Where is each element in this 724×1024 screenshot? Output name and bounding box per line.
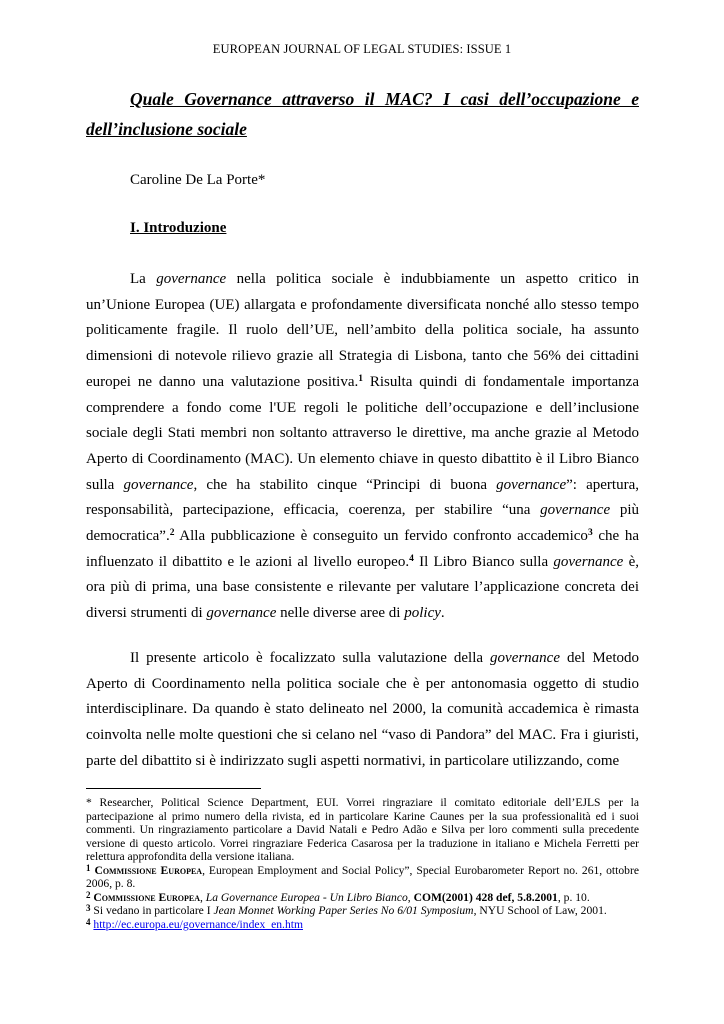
footnote-author: Commissione Europea [93,890,200,904]
footnote-reference: COM(2001) 428 def, 5.8.2001 [413,890,558,904]
text-run: , che ha stabilito cinque “Principi di buona [193,476,497,493]
footnote-text: Si vedano in particolare I [90,904,214,917]
footnote-separator [86,788,261,789]
text-run: del Metodo Aperto di Coordinamento nella politica sociale che è per antonomasia oggetto di studio interdisciplinare. Da quando è stato delineato nel 2000, la comunità accademica è rimasta coinvolta nelle molte questioni che si celano nel “vaso di Pandora” del MAC. Fra i giuristi, parte del dibattito si è indirizzato sugli aspetti normativi, in particolare utilizzando, come [86,650,639,769]
text-run: nelle diverse aree di [276,605,405,622]
running-header: EUROPEAN JOURNAL OF LEGAL STUDIES: ISSUE 1 [212,42,512,56]
author-line [130,172,265,189]
section-heading: I. Introduzione [130,220,227,236]
text-run-italic: governance [553,553,624,570]
text-run-italic: governance [206,605,277,622]
footnote-title: La Governance Europea - Un Libro Bianco [205,890,408,904]
footnote-star [86,796,639,864]
body-paragraph-1 [86,267,639,627]
text-run-italic: governance [123,476,194,493]
footnote-link[interactable]: http://ec.europa.eu/governance/index_en.htm [93,917,303,931]
author-footnote-mark: * [257,172,266,188]
footnote-1 [86,864,639,891]
footnote-mark: 2 [86,889,91,900]
text-run-italic: governance [496,476,567,493]
text-run-italic: governance [490,650,560,666]
footnote-mark: 3 [86,903,91,913]
text-run: nella politica sociale è indubbiamente un aspetto critico in un’Unione Europea (UE) allargata e profondamente diversificata nonché allo stesso tempo politicamente fragile. Il ruolo dell’UE, nell’ambito della politica sociale, ha assunto dimensioni di notevole rilievo grazie all Strategia di Lisbona, tanto che 56% dei cittadini europei ne danno una valutazione positiva. [86,271,639,390]
footnote-text: , European Employment and Social Policy”, Special Eurobarometer Report no. 261, ottobre 2006, p. 8. [86,863,639,890]
text-run: . [440,605,445,622]
text-run: più democratica”. [86,502,640,545]
text-run: Il presente articolo è focalizzato sulla valutazione della [130,650,491,666]
footnote-text: , NYU School of Law, 2001. [473,904,607,917]
footnote-4 [86,918,639,932]
footnote-text: , p. 10. [557,890,590,904]
footnote-mark: * [86,796,92,809]
footnote-ref-1[interactable]: 1 [358,373,363,384]
body-paragraph-2 [86,646,639,775]
footnote-ref-3[interactable]: 3 [587,528,593,539]
footnote-text: , [407,890,414,904]
footnote-mark: 1 [86,862,91,873]
text-run-italic: governance [156,271,227,287]
text-run: Risulta quindi di fondamentale importanza comprendere a fondo come l'UE regoli le politiche dell’occupazione e dell’inclusione sociale degli Stati membri non soltanto attraverso le direttive, ma anche grazie al Metodo Aperto di Coordinamento (MAC). Un elemento chiave in questo dibattito è il Libro Bianco sulla [86,373,639,493]
footnote-mark: 4 [86,916,91,927]
text-run-italic: policy [404,605,441,622]
text-run: Il Libro Bianco sulla [413,553,554,570]
author-name: Caroline De La Porte [130,172,258,188]
footnote-text: , [199,890,206,904]
text-run: ”: apertura, responsabilità, partecipazione, efficacia, coerenza, per stabilire “una [86,476,639,519]
footnote-2 [86,891,639,905]
article-title-text: Quale Governance attraverso il MAC? I casi dell’occupazione e dell’inclusione sociale [86,89,639,139]
text-run: è, ora più di prima, una base consistente e rilevante per valutare l’applicazione concreta dei diversi strumenti di [86,553,639,622]
footnote-ref-4[interactable]: 4 [409,553,414,564]
text-run: che ha influenzato il dibattito e le azioni al livello europeo. [86,528,639,570]
footnote-ref-2[interactable]: 2 [169,528,175,539]
text-run: La [130,271,157,287]
footnote-title: Jean Monnet Working Paper Series No 6/01 Symposium [213,904,474,917]
text-run-italic: governance [540,502,611,519]
footnote-3 [86,904,639,918]
footnote-text: Researcher, Political Science Department, EUI. Vorrei ringraziare il comitato editoriale dell’EJLS per la partecipazione al primo numero della rivista, ed in particolare Karine Caunes per la sua professionalità ed i suoi commenti. Un ringraziamento particolare a David Natali e Pedro Adão e Silva per loro commenti sulla precedente versione di questo articolo. Vorrei ringraziare Federica Casarosa per la traduzione in italiano e Michela Ferretti per relettura approfondita della versione italiana. [86,796,639,863]
text-run: Alla pubblicazione è conseguito un fervido confronto accademico [174,528,588,545]
footnotes [86,796,639,931]
footnote-author: Commissione Europea [94,863,203,877]
article-title [86,84,639,144]
